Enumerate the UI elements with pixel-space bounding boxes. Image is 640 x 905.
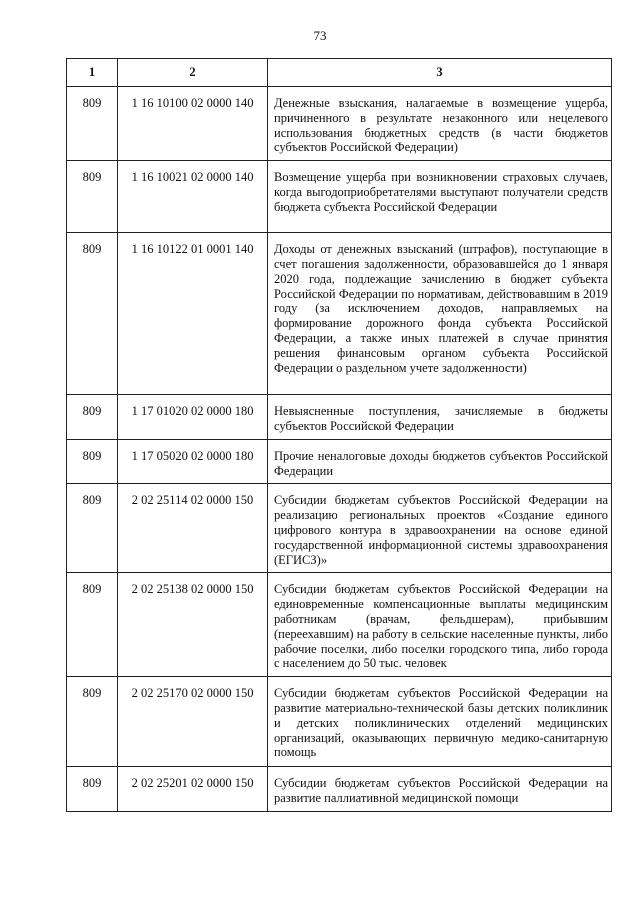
budget-code-cell: 2 02 25201 02 0000 150 (118, 767, 268, 812)
column-header-code: 2 (118, 59, 268, 87)
admin-code-cell: 809 (67, 573, 118, 677)
income-name-cell: Доходы от денежных взысканий (штрафов), поступающие в счет погашения задолженности, образовавшейся до 1 января 2020 года, подлежащие зачислению в бюджет субъекта Российской Федерации по нормативам, действовавшим в 2019 году (за исключением доходов, направляемых на формирование дорожного фонда субъекта Российской Федерации, а также иных платежей в случае принятия решения финансовым органом субъекта Российской Федерации о раздельном учете задолженности) (268, 233, 612, 395)
table-row (67, 677, 612, 767)
admin-code-cell: 809 (67, 233, 118, 395)
budget-code-cell: 2 02 25138 02 0000 150 (118, 573, 268, 677)
budget-code-cell: 1 16 10122 01 0001 140 (118, 233, 268, 395)
table-row (67, 161, 612, 233)
income-name-cell: Субсидии бюджетам субъектов Российской Федерации на единовременные компенсационные выплаты медицинским работникам (врачам, фельдшерам), прибывшим (переехавшим) на работу в сельские населенные пункты, либо рабочие поселки, либо поселки городского типа, либо города с населением до 50 тыс. человек (268, 573, 612, 677)
income-name-cell: Возмещение ущерба при возникновении страховых случаев, когда выгодоприобретателями выступают получатели средств бюджета субъекта Российской Федерации (268, 161, 612, 233)
income-name-cell: Прочие неналоговые доходы бюджетов субъектов Российской Федерации (268, 439, 612, 484)
column-header-admin: 1 (67, 59, 118, 87)
admin-code-cell: 809 (67, 87, 118, 161)
revenue-codes-table (66, 58, 612, 812)
admin-code-cell: 809 (67, 395, 118, 440)
table-row (67, 233, 612, 395)
admin-code-cell: 809 (67, 677, 118, 767)
table-row (67, 573, 612, 677)
admin-code-cell: 809 (67, 484, 118, 573)
budget-code-cell: 1 16 10021 02 0000 140 (118, 161, 268, 233)
budget-code-cell: 2 02 25114 02 0000 150 (118, 484, 268, 573)
table-row (67, 439, 612, 484)
income-name-cell: Невыясненные поступления, зачисляемые в бюджеты субъектов Российской Федерации (268, 395, 612, 440)
admin-code-cell: 809 (67, 439, 118, 484)
table-header-row (67, 59, 612, 87)
table-row (67, 767, 612, 812)
income-name-cell: Субсидии бюджетам субъектов Российской Федерации на развитие материально-технической базы детских поликлиник и детских поликлинических отделений медицинских организаций, оказывающих первичную медико-санитарную помощь (268, 677, 612, 767)
column-header-name: 3 (268, 59, 612, 87)
page-number: 73 (313, 28, 327, 43)
table-row (67, 484, 612, 573)
table-row (67, 87, 612, 161)
income-name-cell: Субсидии бюджетам субъектов Российской Федерации на развитие паллиативной медицинской помощи (268, 767, 612, 812)
budget-code-cell: 2 02 25170 02 0000 150 (118, 677, 268, 767)
income-name-cell: Субсидии бюджетам субъектов Российской Федерации на реализацию региональных проектов «Создание единого цифрового контура в здравоохранении на основе единой государственной информационной системы здравоохранения (ЕГИСЗ)» (268, 484, 612, 573)
admin-code-cell: 809 (67, 161, 118, 233)
income-name-cell: Денежные взыскания, налагаемые в возмещение ущерба, причиненного в результате незаконного или нецелевого использования бюджетных средств (в части бюджетов субъектов Российской Федерации) (268, 87, 612, 161)
budget-code-cell: 1 16 10100 02 0000 140 (118, 87, 268, 161)
admin-code-cell: 809 (67, 767, 118, 812)
budget-code-cell: 1 17 01020 02 0000 180 (118, 395, 268, 440)
table-row (67, 395, 612, 440)
budget-code-cell: 1 17 05020 02 0000 180 (118, 439, 268, 484)
